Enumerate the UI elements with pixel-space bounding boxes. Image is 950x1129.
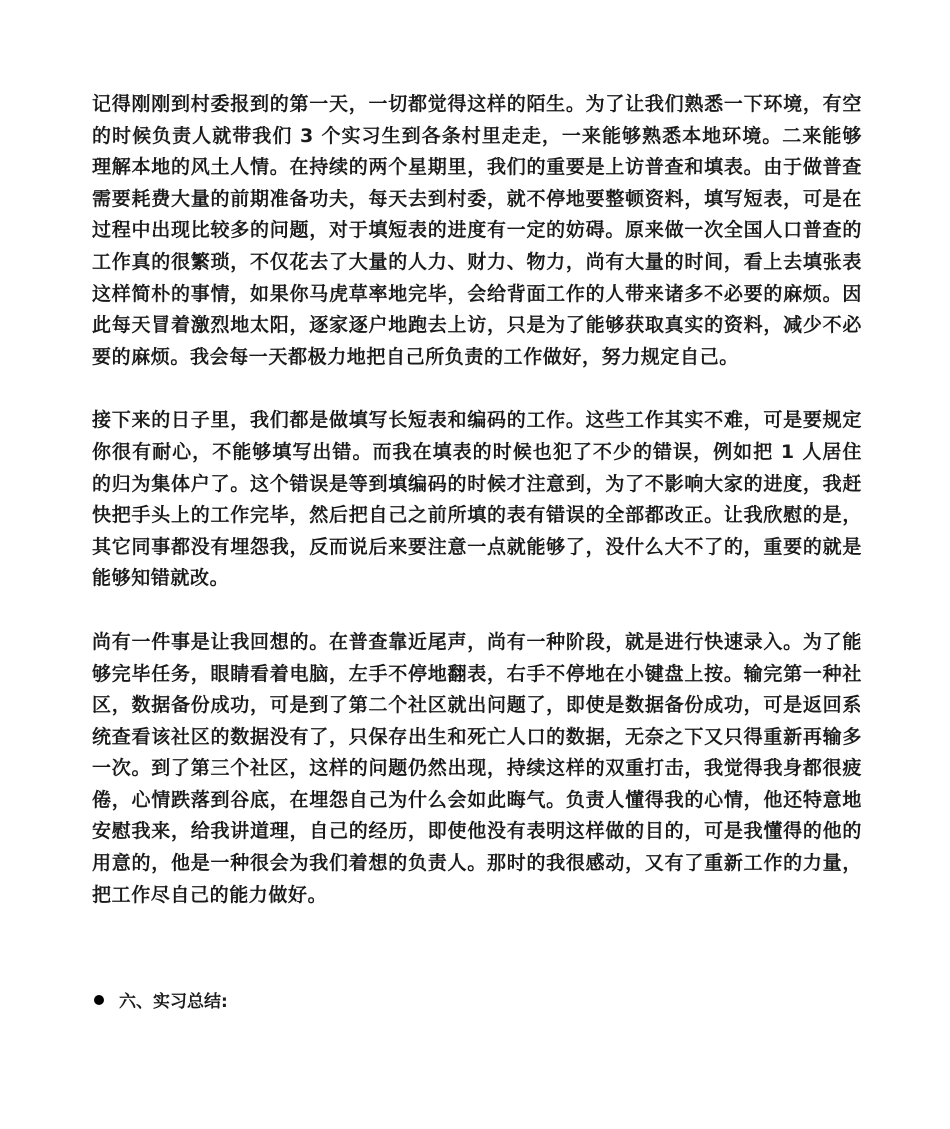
paragraph-2: 接下来的日子里，我们都是做填写长短表和编码的工作。这些工作其实不难，可是要规定你很有耐心，不能够填写出错。而我在填表的时候也犯了不少的错误，例如把 1 人居住的归为集体户了。这个错误是等到填编码的时候才注意到，为了不影响大家的进度，我赶快把手头上的工作完毕，然后把自己之前所填的表有错误的全部都改正。让我欣慰的是，其它同事都没有埋怨我，反而说后来要注意一点就能够了，没什么大不了的，重要的就是能够知错就改。: [92, 409, 862, 590]
section-heading-list-item: [92, 987, 228, 1012]
bullet-dot-icon: [94, 995, 104, 1005]
paragraph-1: 记得刚刚到村委报到的第一天，一切都觉得这样的陌生。为了让我们熟悉一下环境，有空的时候负责人就带我们 3 个实习生到各条村里走走，一来能够熟悉本地环境。二来能够理解本地的风土人情。在持续的两个星期里，我们的重要是上访普查和填表。由于做普查需要耗费大量的前期准备功夫，每天去到村委，就不停地要整顿资料，填写短表，可是在过程中出现比较多的问题，对于填短表的进度有一定的妨碍。原来做一次全国人口普查的工作真的很繁琐，不仅花去了大量的人力、财力、物力，尚有大量的时间，看上去填张表这样简朴的事情，如果你马虎草率地完毕，会给背面工作的人带来诸多不必要的麻烦。因此每天冒着激烈地太阳，逐家逐户地跑去上访，只是为了能够获取真实的资料，减少不必要的麻烦。我会每一天都极力地把自己所负责的工作做好，努力规定自己。: [92, 93, 862, 368]
section-heading: 六、实习总结:: [119, 992, 228, 1012]
document-body: [92, 89, 862, 911]
paragraph-3: 尚有一件事是让我回想的。在普查靠近尾声，尚有一种阶段，就是进行快速录入。为了能够完毕任务，眼睛看着电脑，左手不停地翻表，右手不停地在小键盘上按。输完第一种社区，数据备份成功，可是到了第二个社区就出问题了，即使是数据备份成功，可是返回系统查看该社区的数据没有了，只保存出生和死亡人口的数据，无奈之下又只得重新再输多一次。到了第三个社区，这样的问题仍然出现，持续这样的双重打击，我觉得我身都很疲倦，心情跌落到谷底，在埋怨自己为什么会如此晦气。负责人懂得我的心情，他还特意地安慰我来，给我讲道理，自己的经历，即使他没有表明这样做的目的，可是我懂得的他的用意的，他是一种很会为我们着想的负责人。那时的我很感动，又有了重新工作的力量，把工作尽自己的能力做好。: [92, 630, 862, 906]
